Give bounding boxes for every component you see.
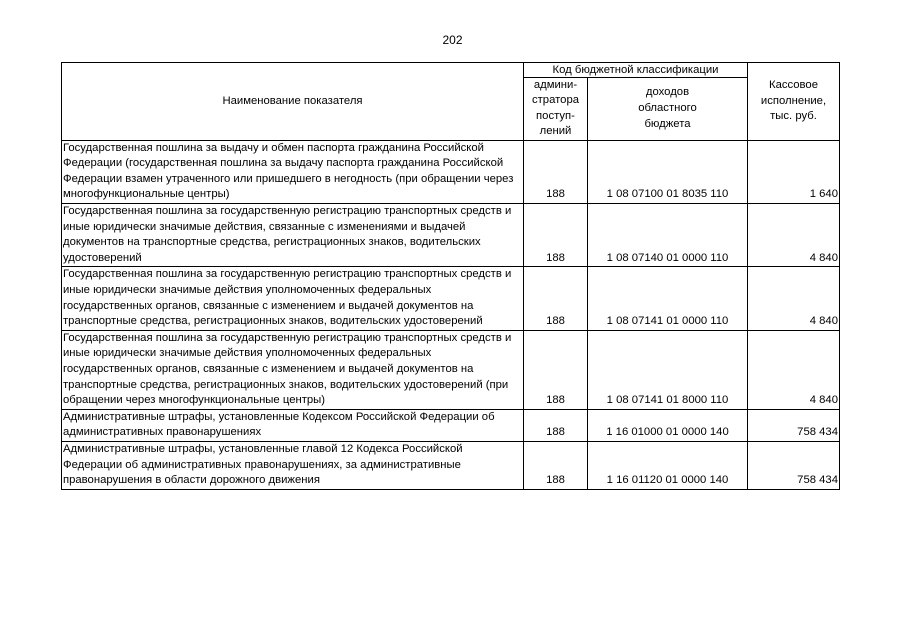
amount-cell: 758 434 [748,409,840,441]
income-code-cell: 1 08 07141 01 0000 110 [588,267,748,330]
table-body [62,140,840,489]
income-code-cell: 1 16 01000 01 0000 140 [588,409,748,441]
table-row [62,140,840,203]
administrator-code-cell: 188 [524,204,588,267]
page-number: 202 [442,33,463,47]
indicator-name-cell: Административные штрафы, установленные главой 12 Кодекса Российской Федерации об административных правонарушениях, за административные правонарушения в области дорожного движения [62,441,524,489]
header-regional-income-label: доходов областного бюджета [638,86,697,130]
indicator-name-cell: Государственная пошлина за государственную регистрацию транспортных средств и иные юридически значимые действия уполномоченных федеральных государственных органов, связанные с изменением и выдачей документов на транспортные средства, регистрационных знаков, водительских удостоверений [62,267,524,330]
amount-cell: 4 840 [748,267,840,330]
administrator-code-cell: 188 [524,267,588,330]
table-row [62,409,840,441]
table-row [62,441,840,489]
indicator-name-cell: Государственная пошлина за государственную регистрацию транспортных средств и иные юридически значимые действия, связанные с изменениями и выдачей документов на транспортные средства, регистрационных знаков, водительских удостоверений [62,204,524,267]
table-row [62,330,840,409]
header-cash-execution [748,63,840,141]
header-regional-income [588,78,748,141]
header-budget-classification-code: Код бюджетной классификации [524,63,748,78]
header-cash-execution-label: Кассовое исполнение, тыс. руб. [760,78,827,123]
table-row [62,204,840,267]
administrator-code-cell: 188 [524,441,588,489]
income-code-cell: 1 08 07100 01 8035 110 [588,140,748,203]
budget-table [61,62,840,490]
amount-cell: 1 640 [748,140,840,203]
header-administrator-label: админи-стратора поступ-лений [531,79,580,138]
income-code-cell: 1 08 07141 01 8000 110 [588,330,748,409]
income-code-cell: 1 08 07140 01 0000 110 [588,204,748,267]
indicator-name-cell: Государственная пошлина за государственную регистрацию транспортных средств и иные юридически значимые действия уполномоченных федеральных государственных органов, связанные с изменением и выдачей документов на транспортные средства, регистрационных знаков, водительских удостоверений (при обращении через многофункциональные центры) [62,330,524,409]
administrator-code-cell: 188 [524,330,588,409]
table-header [62,63,840,141]
amount-cell: 4 840 [748,330,840,409]
amount-cell: 4 840 [748,204,840,267]
header-indicator-name: Наименование показателя [62,63,524,141]
administrator-code-cell: 188 [524,409,588,441]
amount-cell: 758 434 [748,441,840,489]
table-row [62,267,840,330]
administrator-code-cell: 188 [524,140,588,203]
indicator-name-cell: Государственная пошлина за выдачу и обмен паспорта гражданина Российской Федерации (государственная пошлина за выдачу паспорта гражданина Российской Федерации взамен утраченного или пришедшего в негодность (при обращении через многофункциональные центры) [62,140,524,203]
income-code-cell: 1 16 01120 01 0000 140 [588,441,748,489]
indicator-name-cell: Административные штрафы, установленные Кодексом Российской Федерации об административных правонарушениях [62,409,524,441]
header-administrator [524,78,588,141]
